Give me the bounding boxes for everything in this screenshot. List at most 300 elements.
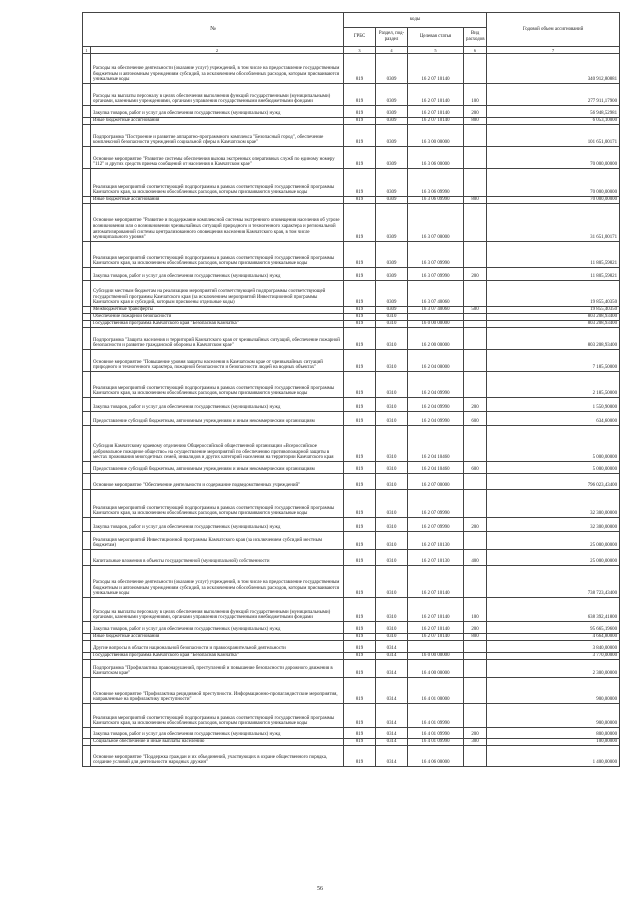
row-number-cell bbox=[83, 704, 91, 728]
row-type-cell: 500 bbox=[464, 307, 487, 314]
table-row bbox=[83, 169, 620, 197]
row-type-cell: 100 bbox=[464, 84, 487, 106]
row-grbs-cell: 819 bbox=[344, 242, 376, 268]
table-row bbox=[83, 398, 620, 412]
row-section-cell: 0310 bbox=[376, 622, 408, 634]
row-name-cell: Субсидия Камчатскому краевому отделению Общероссийской общественной организации «Всероссийское добровольное пожарное общество» на осуществление мероприятий по обеспечению противопожарной защиты в местах проживания многодетных семей, инвалидов и других категорий населения на территории Камчатского края bbox=[91, 426, 344, 462]
row-number-cell bbox=[83, 328, 91, 350]
page-number: 56 bbox=[317, 886, 323, 892]
row-amount-cell: 19 855,40350 bbox=[487, 281, 620, 307]
row-name-cell: Иные бюджетные ассигнования bbox=[91, 197, 344, 204]
row-amount-cell: 1 550,90000 bbox=[487, 398, 620, 412]
column-number: 5 bbox=[408, 47, 464, 54]
row-number-cell bbox=[83, 307, 91, 314]
row-amount-cell: 5 000,00000 bbox=[487, 462, 620, 474]
row-number-cell bbox=[83, 321, 91, 328]
row-type-cell bbox=[464, 641, 487, 653]
row-article-cell: 16 3 07 00000 bbox=[408, 204, 464, 242]
row-name-cell: Основное мероприятие "Поддержка граждан и их объединений, участвующих в охране общественного порядка, создание условий для деятельности народных дружин" bbox=[91, 746, 344, 767]
row-name-cell: Реализация мероприятий соответствующей подпрограммы в рамках соответствующей государственной программы Камчатского края, за исключением обособленных расходов, которым присваиваются уникальные коды bbox=[91, 372, 344, 398]
row-type-cell: 600 bbox=[464, 412, 487, 426]
row-name-cell: Основное мероприятие "Развитие и поддержание комплексной системы экстренного оповещения населения об угрозе возникновения или о возникновении чрезвычайных ситуаций природного и техногенного характера и региональной автоматизированной системы централизованного оповещения населения Камчатского края, в том числе муниципального уровня" bbox=[91, 204, 344, 242]
row-section-cell: 0309 bbox=[376, 54, 408, 84]
row-amount-cell: 3 770,00000 bbox=[487, 653, 620, 660]
table-row bbox=[83, 474, 620, 490]
row-number-cell bbox=[83, 426, 91, 462]
table-row bbox=[83, 54, 620, 84]
row-article-cell: 16 4 01 00000 bbox=[408, 678, 464, 704]
row-type-cell: 200 bbox=[464, 106, 487, 118]
row-article-cell: 16 4 06 00000 bbox=[408, 746, 464, 767]
row-name-cell: Расходы на обеспечение деятельности (оказание услуг) учреждений, в том числе на предоставление государственным бюджетным и автономным учреждениям субсидий, за исключением обособленных расходов, которым присваиваются уникальные коды bbox=[91, 54, 344, 84]
row-grbs-cell: 819 bbox=[344, 728, 376, 739]
row-number-cell bbox=[83, 372, 91, 398]
row-article-cell: 16 2 07 10140 bbox=[408, 566, 464, 598]
row-name-cell: Реализация мероприятий соответствующей подпрограммы в рамках соответствующей государственной программы Камчатского края, за исключением обособленных расходов, которым присваиваются уникальные коды bbox=[91, 704, 344, 728]
row-article-cell: 16 3 07 40060 bbox=[408, 281, 464, 307]
budget-allocation-table bbox=[82, 12, 620, 767]
row-grbs-cell: 819 bbox=[344, 746, 376, 767]
row-section-cell: 0309 bbox=[376, 281, 408, 307]
column-header-amount: Годовой объем ассигнований bbox=[487, 13, 620, 47]
row-amount-cell: 70 000,00000 bbox=[487, 169, 620, 197]
row-grbs-cell: 819 bbox=[344, 268, 376, 281]
column-number: 7 bbox=[487, 47, 620, 54]
row-grbs-cell: 819 bbox=[344, 412, 376, 426]
row-name-cell: Предоставление субсидий бюджетным, автономным учреждениям и иным некоммерческим организациям bbox=[91, 462, 344, 474]
row-name-cell: Предоставление субсидий бюджетным, автономным учреждениям и иным некоммерческим организациям bbox=[91, 412, 344, 426]
row-type-cell bbox=[464, 660, 487, 678]
row-amount-cell: 4 664,80000 bbox=[487, 634, 620, 641]
row-amount-cell: 803 208,93400 bbox=[487, 314, 620, 321]
row-article-cell: 16 3 00 00000 bbox=[408, 125, 464, 147]
row-number-cell bbox=[83, 125, 91, 147]
row-type-cell bbox=[464, 204, 487, 242]
row-number-cell bbox=[83, 118, 91, 125]
row-name-cell: Реализация мероприятий соответствующей подпрограммы в рамках соответствующей государственной программы Камчатского края, за исключением обособленных расходов, которым присваиваются уникальные коды bbox=[91, 490, 344, 518]
row-amount-cell: 2 185,50000 bbox=[487, 372, 620, 398]
row-type-cell bbox=[464, 704, 487, 728]
row-type-cell: 800 bbox=[464, 634, 487, 641]
row-type-cell: 800 bbox=[464, 118, 487, 125]
row-grbs-cell: 819 bbox=[344, 653, 376, 660]
row-grbs-cell: 819 bbox=[344, 462, 376, 474]
row-name-cell: Другие вопросы в области национальной безопасности и правоохранительной деятельности bbox=[91, 641, 344, 653]
row-name-cell: Основное мероприятие "Повышение уровня защиты населения в Камчатском крае от чрезвычайных ситуаций природного и техногенного характера, пожарной безопасности и безопасности людей на водных объектах" bbox=[91, 350, 344, 372]
table-row bbox=[83, 268, 620, 281]
table-body bbox=[83, 54, 620, 767]
row-grbs-cell: 819 bbox=[344, 622, 376, 634]
row-grbs-cell: 819 bbox=[344, 660, 376, 678]
column-header-section: Раздел, под-раздел bbox=[376, 28, 408, 47]
row-name-cell: Закупка товаров, работ и услуг для обеспечения государственных (муниципальных) нужд bbox=[91, 106, 344, 118]
row-type-cell bbox=[464, 328, 487, 350]
row-type-cell: 200 bbox=[464, 728, 487, 739]
row-section-cell: 0309 bbox=[376, 106, 408, 118]
table-row bbox=[83, 197, 620, 204]
row-amount-cell: 31 651,00171 bbox=[487, 204, 620, 242]
row-name-cell: Подпрограмма "Построение и развитие аппаратно-программного комплекса "Безопасный город", обеспечение комплексной безопасности учреждений социальной сферы в Камчатском крае" bbox=[91, 125, 344, 147]
row-grbs-cell: 819 bbox=[344, 125, 376, 147]
row-amount-cell: 11 805,59821 bbox=[487, 242, 620, 268]
row-grbs-cell: 819 bbox=[344, 106, 376, 118]
row-article-cell: 16 2 07 00000 bbox=[408, 474, 464, 490]
table-row bbox=[83, 125, 620, 147]
row-number-cell bbox=[83, 314, 91, 321]
row-name-cell: Закупка товаров, работ и услуг для обеспечения государственных (муниципальных) нужд bbox=[91, 268, 344, 281]
column-header-expense-type: Вид расходов bbox=[464, 28, 487, 47]
row-type-cell bbox=[464, 653, 487, 660]
row-grbs-cell: 819 bbox=[344, 704, 376, 728]
row-grbs-cell: 819 bbox=[344, 169, 376, 197]
table-row bbox=[83, 462, 620, 474]
table-row bbox=[83, 660, 620, 678]
row-type-cell bbox=[464, 54, 487, 84]
row-name-cell: Иные бюджетные ассигнования bbox=[91, 118, 344, 125]
table-row bbox=[83, 746, 620, 767]
row-amount-cell: 95 665,19600 bbox=[487, 622, 620, 634]
row-section-cell: 0309 bbox=[376, 125, 408, 147]
row-name-cell: Иные бюджетные ассигнования bbox=[91, 634, 344, 641]
row-grbs-cell: 819 bbox=[344, 634, 376, 641]
row-article-cell: 16 2 04 09990 bbox=[408, 372, 464, 398]
row-section-cell: 0310 bbox=[376, 314, 408, 321]
table-row bbox=[83, 328, 620, 350]
column-number: 2 bbox=[91, 47, 344, 54]
row-article-cell: 16 3 06 09990 bbox=[408, 169, 464, 197]
row-name-cell: Подпрограмма "Защита населения и территорий Камчатского края от чрезвычайных ситуаций, обеспечение пожарной безопасности и развитие гражданской обороны в Камчатском крае" bbox=[91, 328, 344, 350]
row-grbs-cell: 819 bbox=[344, 147, 376, 169]
table-row bbox=[83, 118, 620, 125]
row-section-cell: 0310 bbox=[376, 426, 408, 462]
row-type-cell bbox=[464, 532, 487, 550]
table-row bbox=[83, 350, 620, 372]
row-amount-cell: 900,00000 bbox=[487, 704, 620, 728]
row-article-cell: 16 2 04 09990 bbox=[408, 398, 464, 412]
row-grbs-cell: 819 bbox=[344, 84, 376, 106]
column-number: 1 bbox=[83, 47, 91, 54]
row-number-cell bbox=[83, 242, 91, 268]
row-name-cell: Расходы на обеспечение деятельности (оказание услуг) учреждений, в том числе на предоставление государственным бюджетным и автономным учреждениям субсидий, за исключением обособленных расходов, которым присваиваются уникальные коды bbox=[91, 566, 344, 598]
row-number-cell bbox=[83, 518, 91, 532]
row-grbs-cell: 819 bbox=[344, 518, 376, 532]
row-number-cell bbox=[83, 550, 91, 566]
row-type-cell: 200 bbox=[464, 398, 487, 412]
table-row bbox=[83, 518, 620, 532]
row-article-cell: 16 2 07 10140 bbox=[408, 598, 464, 622]
row-name-cell: Расходы на выплаты персоналу в целях обеспечения выполнения функций государственными (муниципальными) органами, казенными учреждениями, органами управления государственными внебюджетными фондами bbox=[91, 84, 344, 106]
row-section-cell: 0310 bbox=[376, 598, 408, 622]
row-section-cell: 0310 bbox=[376, 412, 408, 426]
row-amount-cell: 25 000,00000 bbox=[487, 550, 620, 566]
row-article-cell: 16 4 01 09990 bbox=[408, 704, 464, 728]
row-number-cell bbox=[83, 678, 91, 704]
row-number-cell bbox=[83, 204, 91, 242]
row-grbs-cell: 819 bbox=[344, 641, 376, 653]
table-row bbox=[83, 84, 620, 106]
row-section-cell: 0309 bbox=[376, 169, 408, 197]
row-type-cell: 600 bbox=[464, 462, 487, 474]
row-name-cell: Обеспечение пожарной безопасности bbox=[91, 314, 344, 321]
row-article-cell: 16 2 07 10140 bbox=[408, 106, 464, 118]
row-grbs-cell: 819 bbox=[344, 739, 376, 746]
row-article-cell bbox=[408, 314, 464, 321]
row-article-cell: 16 2 07 10140 bbox=[408, 634, 464, 641]
row-grbs-cell: 819 bbox=[344, 321, 376, 328]
row-type-cell bbox=[464, 474, 487, 490]
table-row bbox=[83, 678, 620, 704]
row-name-cell: Межбюджетные трансферты bbox=[91, 307, 344, 314]
row-number-cell bbox=[83, 739, 91, 746]
row-article-cell: 16 2 07 10140 bbox=[408, 118, 464, 125]
row-grbs-cell: 819 bbox=[344, 118, 376, 125]
column-header-codes: коды bbox=[344, 13, 487, 28]
column-number-row bbox=[83, 47, 620, 54]
row-article-cell: 16 4 01 09990 bbox=[408, 739, 464, 746]
row-type-cell: 400 bbox=[464, 550, 487, 566]
row-amount-cell: 25 000,00000 bbox=[487, 532, 620, 550]
row-type-cell: 800 bbox=[464, 197, 487, 204]
row-grbs-cell: 819 bbox=[344, 197, 376, 204]
row-number-cell bbox=[83, 474, 91, 490]
row-article-cell: 16 3 06 00000 bbox=[408, 147, 464, 169]
row-amount-cell: 11 805,59821 bbox=[487, 268, 620, 281]
row-number-cell bbox=[83, 462, 91, 474]
row-section-cell: 0309 bbox=[376, 307, 408, 314]
row-section-cell: 0310 bbox=[376, 550, 408, 566]
row-amount-cell: 796 023,43400 bbox=[487, 474, 620, 490]
row-section-cell: 0314 bbox=[376, 653, 408, 660]
row-type-cell bbox=[464, 169, 487, 197]
row-name-cell: Закупка товаров, работ и услуг для обеспечения государственных (муниципальных) нужд bbox=[91, 622, 344, 634]
row-article-cell bbox=[408, 641, 464, 653]
row-section-cell: 0310 bbox=[376, 474, 408, 490]
row-grbs-cell: 819 bbox=[344, 281, 376, 307]
row-section-cell: 0310 bbox=[376, 518, 408, 532]
row-number-cell bbox=[83, 106, 91, 118]
row-article-cell: 16 3 07 40060 bbox=[408, 307, 464, 314]
row-amount-cell: 7 185,50000 bbox=[487, 350, 620, 372]
row-name-cell: Закупка товаров, работ и услуг для обеспечения государственных (муниципальных) нужд bbox=[91, 728, 344, 739]
row-section-cell: 0314 bbox=[376, 704, 408, 728]
row-grbs-cell: 819 bbox=[344, 314, 376, 321]
row-article-cell: 16 2 04 00000 bbox=[408, 350, 464, 372]
row-grbs-cell: 819 bbox=[344, 550, 376, 566]
table-row bbox=[83, 739, 620, 746]
row-grbs-cell: 819 bbox=[344, 532, 376, 550]
row-section-cell: 0309 bbox=[376, 118, 408, 125]
row-amount-cell: 3 840,00000 bbox=[487, 641, 620, 653]
row-section-cell: 0309 bbox=[376, 197, 408, 204]
row-amount-cell: 277 911,17900 bbox=[487, 84, 620, 106]
table-row bbox=[83, 321, 620, 328]
row-article-cell: 16 2 07 10130 bbox=[408, 532, 464, 550]
row-amount-cell: 1 400,00000 bbox=[487, 746, 620, 767]
row-type-cell bbox=[464, 147, 487, 169]
row-section-cell: 0310 bbox=[376, 490, 408, 518]
column-number: 3 bbox=[344, 47, 376, 54]
column-header-article: Целевая статья bbox=[408, 28, 464, 47]
row-grbs-cell: 819 bbox=[344, 328, 376, 350]
row-name-cell: Основное мероприятие "Развитие системы обеспечения вызова экстренных оперативных служб по единому номеру "112" и других средств приема сообщений от населения в Камчатском крае" bbox=[91, 147, 344, 169]
row-type-cell: 200 bbox=[464, 622, 487, 634]
row-article-cell: 16 2 07 09990 bbox=[408, 490, 464, 518]
row-type-cell: 100 bbox=[464, 598, 487, 622]
table-row bbox=[83, 653, 620, 660]
row-article-cell: 16 2 07 10130 bbox=[408, 550, 464, 566]
column-header-grbs: ГРБС bbox=[344, 28, 376, 47]
row-section-cell: 0310 bbox=[376, 350, 408, 372]
table-row bbox=[83, 314, 620, 321]
row-section-cell: 0310 bbox=[376, 321, 408, 328]
row-name-cell: Государственная программа Камчатского края "Безопасная Камчатка" bbox=[91, 653, 344, 660]
row-number-cell bbox=[83, 622, 91, 634]
row-name-cell: Реализация мероприятий соответствующей подпрограммы в рамках соответствующей государственной программы Камчатского края, за исключением обособленных расходов, которым присваиваются уникальные коды bbox=[91, 242, 344, 268]
row-article-cell: 16 0 00 00000 bbox=[408, 321, 464, 328]
row-number-cell bbox=[83, 641, 91, 653]
row-number-cell bbox=[83, 634, 91, 641]
row-section-cell: 0314 bbox=[376, 641, 408, 653]
table-row bbox=[83, 550, 620, 566]
row-number-cell bbox=[83, 490, 91, 518]
row-type-cell bbox=[464, 281, 487, 307]
column-number: 6 bbox=[464, 47, 487, 54]
row-type-cell bbox=[464, 566, 487, 598]
row-article-cell: 16 3 06 09990 bbox=[408, 197, 464, 204]
row-type-cell bbox=[464, 678, 487, 704]
row-amount-cell: 19 855,40350 bbox=[487, 307, 620, 314]
row-number-cell bbox=[83, 746, 91, 767]
row-number-cell bbox=[83, 660, 91, 678]
row-amount-cell: 803 208,93400 bbox=[487, 321, 620, 328]
table-row bbox=[83, 704, 620, 728]
row-grbs-cell: 819 bbox=[344, 54, 376, 84]
row-type-cell bbox=[464, 746, 487, 767]
row-type-cell: 300 bbox=[464, 739, 487, 746]
row-section-cell: 0310 bbox=[376, 398, 408, 412]
table-row bbox=[83, 412, 620, 426]
row-grbs-cell: 819 bbox=[344, 678, 376, 704]
row-type-cell bbox=[464, 350, 487, 372]
row-grbs-cell: 819 bbox=[344, 474, 376, 490]
row-amount-cell: 634,60000 bbox=[487, 412, 620, 426]
row-section-cell: 0314 bbox=[376, 660, 408, 678]
row-amount-cell: 32 300,00000 bbox=[487, 518, 620, 532]
table-row bbox=[83, 598, 620, 622]
row-type-cell bbox=[464, 321, 487, 328]
row-name-cell: Закупка товаров, работ и услуг для обеспечения государственных (муниципальных) нужд bbox=[91, 398, 344, 412]
table-header-row bbox=[83, 13, 620, 28]
row-number-cell bbox=[83, 412, 91, 426]
row-grbs-cell: 819 bbox=[344, 398, 376, 412]
row-section-cell: 0314 bbox=[376, 728, 408, 739]
row-name-cell: Расходы на выплаты персоналу в целях обеспечения выполнения функций государственными (муниципальными) органами, казенными учреждениями, органами управления государственными внебюджетными фондами bbox=[91, 598, 344, 622]
row-amount-cell: 2 300,00000 bbox=[487, 660, 620, 678]
row-article-cell: 16 2 04 09990 bbox=[408, 412, 464, 426]
row-amount-cell: 32 300,00000 bbox=[487, 490, 620, 518]
row-article-cell: 16 2 00 00000 bbox=[408, 328, 464, 350]
row-name-cell: Государственная программа Камчатского края "Безопасная Камчатка" bbox=[91, 321, 344, 328]
row-grbs-cell: 819 bbox=[344, 490, 376, 518]
table-row bbox=[83, 426, 620, 462]
row-name-cell: Закупка товаров, работ и услуг для обеспечения государственных (муниципальных) нужд bbox=[91, 518, 344, 532]
row-article-cell: 16 3 07 09990 bbox=[408, 242, 464, 268]
row-grbs-cell: 819 bbox=[344, 204, 376, 242]
row-number-cell bbox=[83, 281, 91, 307]
row-amount-cell: 101 651,00171 bbox=[487, 125, 620, 147]
row-type-cell bbox=[464, 314, 487, 321]
table-row bbox=[83, 204, 620, 242]
row-amount-cell: 56 948,52981 bbox=[487, 106, 620, 118]
row-section-cell: 0314 bbox=[376, 678, 408, 704]
row-section-cell: 0310 bbox=[376, 532, 408, 550]
row-number-cell bbox=[83, 197, 91, 204]
row-section-cell: 0309 bbox=[376, 268, 408, 281]
row-section-cell: 0310 bbox=[376, 462, 408, 474]
row-number-cell bbox=[83, 728, 91, 739]
row-section-cell: 0309 bbox=[376, 204, 408, 242]
row-type-cell bbox=[464, 242, 487, 268]
table-row bbox=[83, 622, 620, 634]
row-number-cell bbox=[83, 147, 91, 169]
row-amount-cell: 6 053,10000 bbox=[487, 118, 620, 125]
row-section-cell: 0309 bbox=[376, 242, 408, 268]
row-name-cell: Социальное обеспечение и иные выплаты населению bbox=[91, 739, 344, 746]
row-type-cell bbox=[464, 426, 487, 462]
table-row bbox=[83, 307, 620, 314]
row-number-cell bbox=[83, 566, 91, 598]
table-row bbox=[83, 147, 620, 169]
row-article-cell: 16 2 07 10140 bbox=[408, 54, 464, 84]
row-amount-cell: 803 208,93400 bbox=[487, 328, 620, 350]
row-grbs-cell: 819 bbox=[344, 350, 376, 372]
table-row bbox=[83, 728, 620, 739]
row-article-cell: 16 4 01 09990 bbox=[408, 728, 464, 739]
row-number-cell bbox=[83, 532, 91, 550]
table-row bbox=[83, 281, 620, 307]
row-section-cell: 0310 bbox=[376, 634, 408, 641]
table-row bbox=[83, 634, 620, 641]
row-amount-cell: 638 392,41800 bbox=[487, 598, 620, 622]
row-article-cell: 16 2 04 10460 bbox=[408, 462, 464, 474]
table-row bbox=[83, 566, 620, 598]
column-number: 4 bbox=[376, 47, 408, 54]
row-amount-cell: 340 912,80881 bbox=[487, 54, 620, 84]
row-article-cell: 16 2 07 10140 bbox=[408, 84, 464, 106]
row-article-cell: 16 4 00 00000 bbox=[408, 660, 464, 678]
row-grbs-cell: 819 bbox=[344, 426, 376, 462]
row-type-cell bbox=[464, 372, 487, 398]
row-name-cell: Реализация мероприятий Инвестиционной программы Камчатского края (за исключением субсидий местным бюджетам) bbox=[91, 532, 344, 550]
column-header-number: № bbox=[83, 13, 344, 47]
row-article-cell: 16 2 07 10140 bbox=[408, 622, 464, 634]
row-number-cell bbox=[83, 54, 91, 84]
row-name-cell: Основное мероприятие "Обеспечение деятельности и содержание подведомственных учреждений" bbox=[91, 474, 344, 490]
row-grbs-cell: 819 bbox=[344, 566, 376, 598]
row-name-cell: Реализация мероприятий соответствующей подпрограммы в рамках соответствующей государственной программы Камчатского края, за исключением обособленных расходов, которым присваиваются уникальные коды bbox=[91, 169, 344, 197]
row-article-cell: 16 3 07 09990 bbox=[408, 268, 464, 281]
row-amount-cell: 70 000,00000 bbox=[487, 197, 620, 204]
row-amount-cell: 5 000,00000 bbox=[487, 426, 620, 462]
row-article-cell: 16 2 04 10460 bbox=[408, 426, 464, 462]
row-type-cell bbox=[464, 125, 487, 147]
row-section-cell: 0310 bbox=[376, 372, 408, 398]
row-amount-cell: 100,00000 bbox=[487, 739, 620, 746]
table-row bbox=[83, 106, 620, 118]
row-name-cell: Подпрограмма "Профилактика правонарушений, преступлений и повышение безопасности дорожного движения в Камчатском крае" bbox=[91, 660, 344, 678]
row-amount-cell: 900,00000 bbox=[487, 678, 620, 704]
row-grbs-cell: 819 bbox=[344, 598, 376, 622]
